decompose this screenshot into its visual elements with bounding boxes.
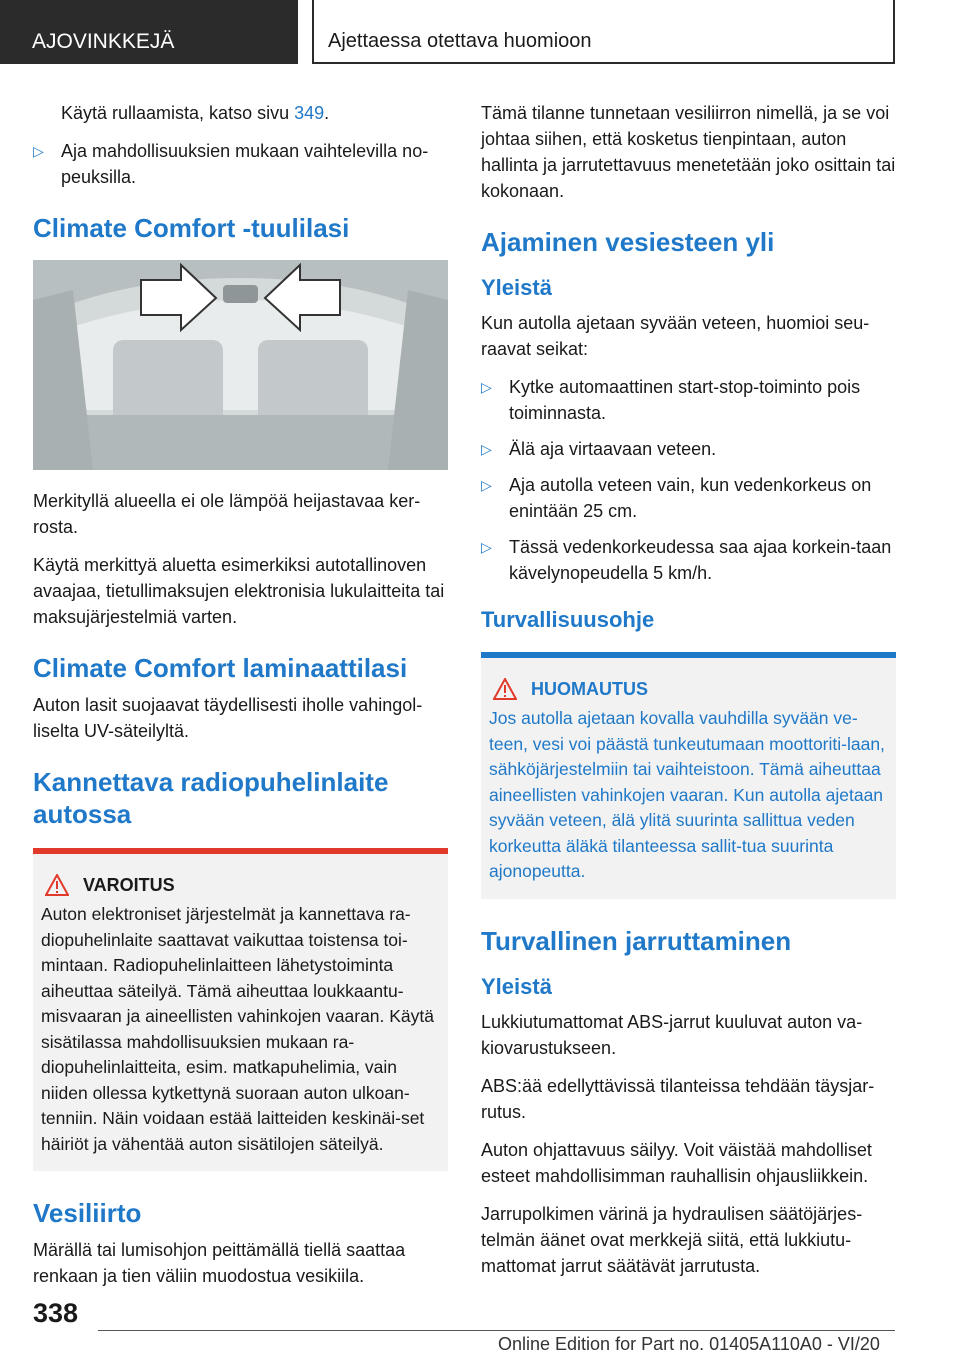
footer-edition: Online Edition for Part no. 01405A110A0 - VI/20 [498,1334,880,1354]
list-item-text: Aja mahdollisuuksien mukaan vaihtelevilla no-peuksilla. [61,141,429,187]
list-item [33,138,448,190]
triangle-bullet-icon: ▷ [481,477,492,493]
triangle-bullet-icon: ▷ [481,379,492,395]
page-link[interactable]: 349 [294,103,325,123]
paragraph: Jarrupolkimen värinä ja hydraulisen säätöjärjes-telmän äänet ovat merkkejä siitä, että lukkiutu-mattomat jarrut säätävät jarrutusta. [481,1203,863,1276]
paragraph: ABS:ää edellyttävissä tilanteissa tehdään täysjar-rutus. [481,1075,875,1122]
list-item [481,374,896,426]
heading-safe-braking: Turvallinen jarruttaminen [481,925,792,956]
right-column [481,100,896,1291]
footer-divider [98,1330,895,1331]
paragraph: Kun autolla ajetaan syvään veteen, huomioi seu-raavat seikat: [481,313,870,359]
page-header-title: Ajettaessa otettava huomioon [312,0,895,64]
notice-title [489,678,888,700]
paragraph: Auton ohjattavuus säilyy. Voit väistää mahdolliset esteet mahdollisimman rauhallisin ohjausliikkein. [481,1139,872,1186]
subheading-safety: Turvallisuusohje [481,607,655,632]
warning-triangle-icon [493,678,517,700]
paragraph: Lukkiutumattomat ABS-jarrut kuuluvat auton va-kiovarustukseen. [481,1011,863,1058]
paragraph: Merkityllä alueella ei ole lämpöä heijastavaa ker-rosta. [33,491,421,537]
subheading-general: Yleistä [481,973,552,999]
list-item [481,472,896,524]
list-item [481,534,896,586]
triangle-bullet-icon: ▷ [33,143,44,159]
warning-title [41,874,440,896]
heading-climate-windscreen: Climate Comfort -tuulilasi [33,213,350,243]
heading-water-crossing: Ajaminen vesiesteen yli [481,227,775,257]
text: . [324,103,330,123]
car-interior-illustration [33,260,448,470]
warning-text: Auton elektroniset järjestelmät ja kannettava ra-diopuhelinlaite saattavat vaikuttaa toistensa toi-mintaan. Radiopuhelinlaitteen lähetystoiminta aiheuttaa säteilyä. Tämä aiheuttaa loukkaantu-misvaaran ja aineellisten vahinkojen vaaran. Käytä sisätilassa mahdollisuuksien mukaan ra-diopuhelinlaitteita, esim. matkapuhelimia, vain niiden ollessa kytkettynä suoraan auton ulkoan-tenniin. Näin voidaan estää laitteiden keskinäi-set häiriöt ja vähentää auton sisätilojen säteilyä. [41,904,435,1154]
heading-aquaplaning: Vesiliirto [33,1198,142,1228]
subheading-general: Yleistä [481,275,552,300]
warning-box [33,848,448,1171]
triangle-bullet-icon: ▷ [481,539,492,555]
notice-text: Jos autolla ajetaan kovalla vauhdilla syvään ve-teen, vesi voi päästä tunkeutumaan moottoriti-laan, sähköjärjestelmiin tai vaihteistoon. Tämä aiheuttaa aineellisten vahinkojen vaaran. Kun autolla ajetaan syvään veteen, älä ylitä suurinta sallittua veden korkeutta äläkä tilanteessa sallit-tua suurinta ajonopeutta. [489,708,885,881]
text: Käytä rullaamista, katso sivu [61,103,295,123]
paragraph: Käytä merkittyä aluetta esimerkiksi autotallinoven avaajaa, tietullimaksujen elektronisia lukulaitteita tai maksujärjestelmiä varten. [33,555,445,627]
paragraph [33,100,448,126]
list-item-text: Aja autolla veteen vain, kun vedenkorkeus on enintään 25 cm. [509,475,872,521]
list-item-text: Tässä vedenkorkeudessa saa ajaa korkein-taan kävelynopeudella 5 km/h. [509,537,892,583]
triangle-bullet-icon: ▷ [481,441,492,457]
warning-triangle-icon [45,874,69,896]
paragraph: Auton lasit suojaavat täydellisesti iholle vahingol-liselta UV-säteilyltä. [33,695,423,741]
notice-box [481,652,896,899]
left-column [33,100,448,1301]
list-item-text: Älä aja virtaavaan veteen. [509,439,717,459]
section-tab: AJOVINKKEJÄ [0,0,298,64]
notice-label: HUOMAUTUS [531,678,648,699]
paragraph: Tämä tilanne tunnetaan vesiliirron nimellä, ja se voi johtaa siihen, että kosketus tienpintaan, auton hallinta ja jarrutettavuus menetetään joko osittain tai kokonaan. [481,103,896,201]
windscreen-photo [33,260,448,470]
warning-label: VAROITUS [83,874,175,895]
heading-radio: Kannettava radiopuhelinlaite autossa [33,767,389,829]
list-item [481,436,896,462]
list-item-text: Kytke automaattinen start-stop-toiminto pois toiminnasta. [509,377,861,423]
paragraph: Märällä tai lumisohjon peittämällä tiellä saattaa renkaan ja tien väliin muodostua vesikiila. [33,1240,406,1286]
page-number: 338 [33,1298,79,1328]
heading-climate-laminated: Climate Comfort laminaattilasi [33,653,408,683]
